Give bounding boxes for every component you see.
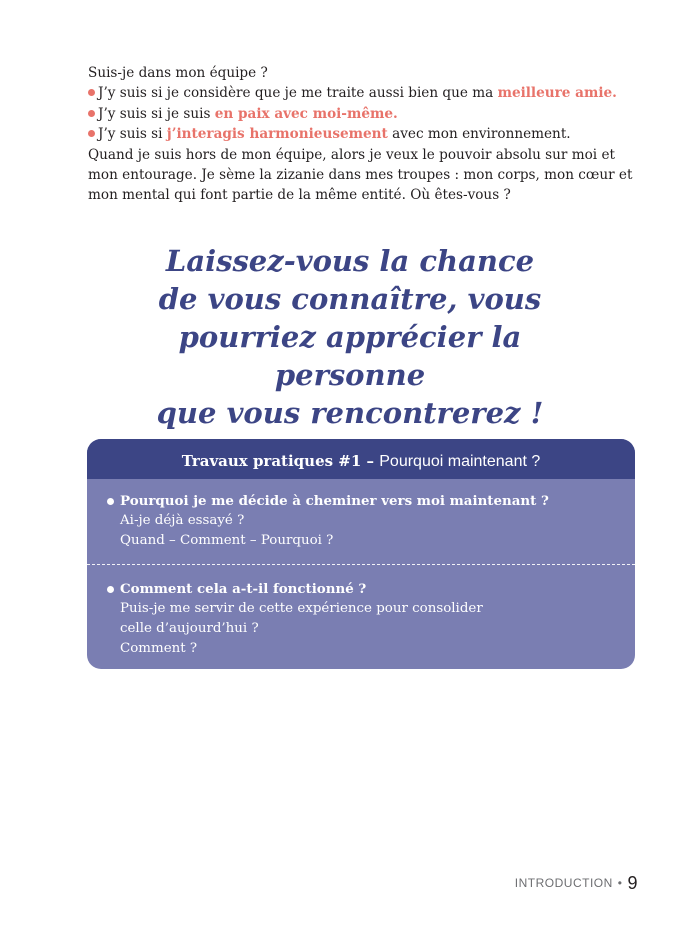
exercise-line: Puis-je me servir de cette expérience pour consolider xyxy=(120,601,483,616)
intro-text xyxy=(88,63,648,206)
bullet-dot-icon xyxy=(107,498,114,505)
exercise-title-bold: Travaux pratiques #1 – xyxy=(181,452,380,470)
bullet-highlight: meilleure amie. xyxy=(497,85,617,102)
page-number: 9 xyxy=(627,873,638,893)
exercise-line: Quand – Comment – Pourquoi ? xyxy=(120,533,334,548)
exercise-line: Ai-je déjà essayé ? xyxy=(120,513,245,528)
bullet-text: J’y suis si xyxy=(98,126,167,143)
bullet-item-3 xyxy=(88,124,648,144)
bullet-dot-icon xyxy=(88,110,95,117)
quote-line: de vous connaître, vous xyxy=(158,282,542,316)
exercise-section-2 xyxy=(87,579,635,659)
quote-line: pourriez apprécier la personne xyxy=(178,320,522,392)
quote-line: que vous rencontrerez ! xyxy=(156,396,544,430)
page-footer xyxy=(515,873,638,894)
section-divider xyxy=(87,564,635,565)
question-text: Comment cela a-t-il fonctionné ? xyxy=(120,581,367,597)
footer-separator: • xyxy=(617,876,623,890)
exercise-question xyxy=(87,579,635,599)
exercise-box xyxy=(87,439,635,669)
bullet-highlight: j’interagis harmonieusement xyxy=(166,126,388,143)
exercise-section-1 xyxy=(87,491,635,551)
exercise-line: celle d’aujourd’hui ? xyxy=(120,621,259,636)
bullet-item-1 xyxy=(88,83,648,103)
bullet-text-after: avec mon environnement. xyxy=(387,126,571,143)
exercise-title-normal: Pourquoi maintenant ? xyxy=(379,453,541,470)
question-text: Pourquoi je me décide à cheminer vers moi maintenant ? xyxy=(120,493,549,509)
exercise-box-title xyxy=(87,439,635,479)
bullet-dot-icon xyxy=(88,89,95,96)
bullet-highlight: en paix avec moi-même. xyxy=(214,105,398,122)
footer-section-title: INTRODUCTION xyxy=(514,876,613,890)
bullet-dot-icon xyxy=(107,586,114,593)
exercise-line: Comment ? xyxy=(120,641,198,656)
bullet-text: J’y suis si je considère que je me traite aussi bien que ma xyxy=(98,85,498,102)
bullet-item-2 xyxy=(88,104,648,124)
bullet-dot-icon xyxy=(88,130,95,137)
intro-question: Suis-je dans mon équipe ? xyxy=(88,65,268,81)
pull-quote xyxy=(100,242,600,432)
bullet-text: J’y suis si je suis xyxy=(98,105,215,122)
exercise-question xyxy=(87,491,635,511)
quote-line: Laissez-vous la chance xyxy=(165,244,535,278)
intro-paragraph: Quand je suis hors de mon équipe, alors je veux le pouvoir absolu sur moi et mon entourage. Je sème la zizanie dans mes troupes : mon corps, mon cœur et mon mental qui font partie de la même entité. Où êtes-vous ? xyxy=(88,146,633,204)
